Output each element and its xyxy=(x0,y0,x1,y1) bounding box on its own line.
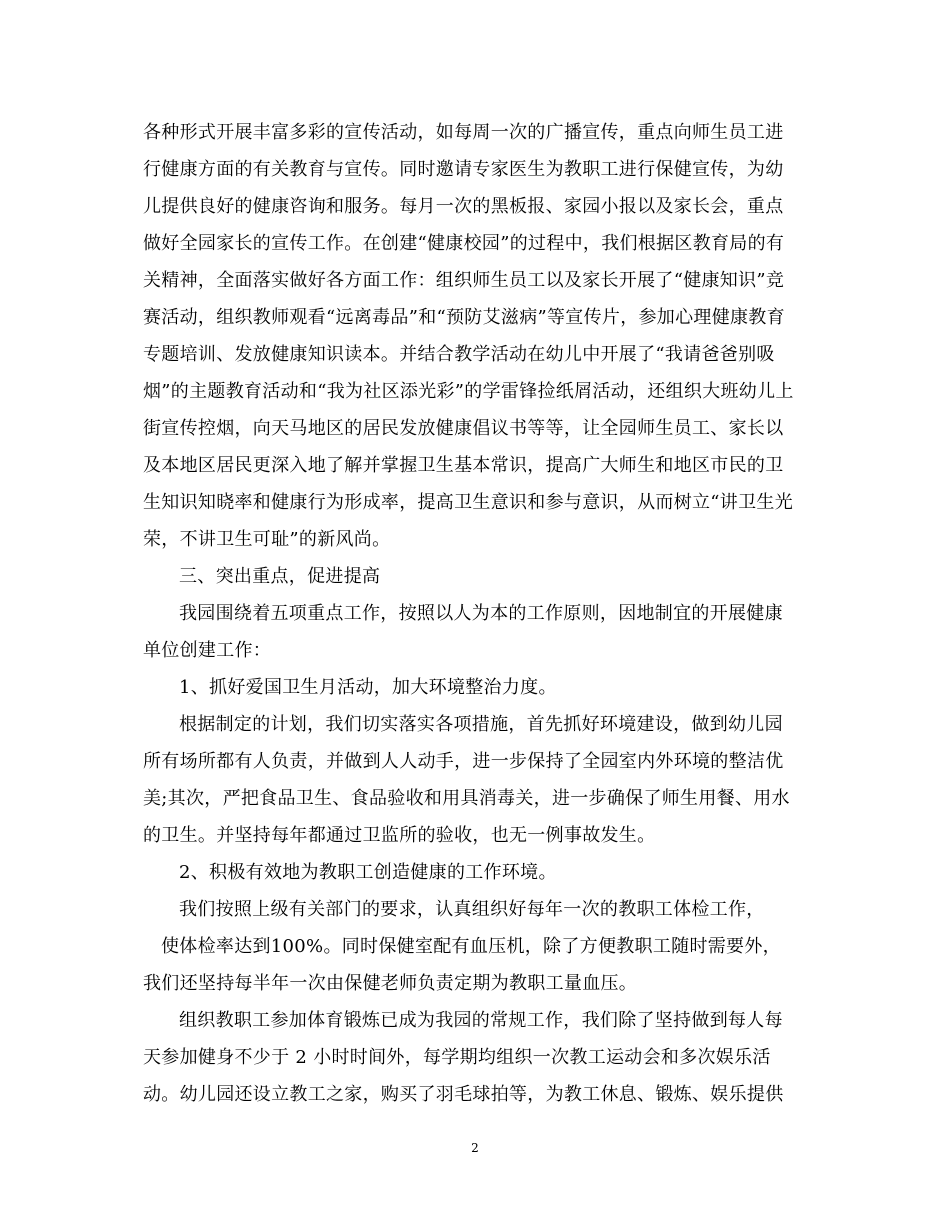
text-line: 美;其次，严把食品卫生、食品验收和用具消毒关，进一步确保了师生用餐、用水 xyxy=(143,788,790,809)
text-line: 所有场所都有人负责，并做到人人动手，进一步保持了全园室内外环境的整洁优 xyxy=(143,751,784,772)
text-line: 街宣传控烟，向天马地区的居民发放健康倡议书等等，让全园师生员工、家长以 xyxy=(143,418,784,439)
text-line: 组织教职工参加体育锻炼已成为我园的常规工作，我们除了坚持做到每人每 xyxy=(179,1010,783,1031)
subsection-heading: 2、积极有效地为教职工创造健康的工作环境。 xyxy=(179,862,557,883)
text-line: 各种形式开展丰富多彩的宣传活动，如每周一次的广播宣传，重点向师生员工进 xyxy=(143,122,784,143)
text-line: 单位创建工作： xyxy=(143,640,272,661)
text-line: 烟”的主题教育活动和“我为社区添光彩”的学雷锋捡纸屑活动，还组织大班幼儿上 xyxy=(143,381,794,402)
text-line: 及本地区居民更深入地了解并掌握卫生基本常识，提高广大师生和地区市民的卫 xyxy=(143,455,784,476)
text-line: 的卫生。并坚持每年都通过卫监所的验收，也无一例事故发生。 xyxy=(143,825,656,846)
text-line: 行健康方面的有关教育与宣传。同时邀请专家医生为教职工进行保健宣传，为幼 xyxy=(143,159,784,180)
text-line: 关精神，全面落实做好各方面工作：组织师生员工以及家长开展了“健康知识”竞 xyxy=(143,270,785,291)
text-line: 我们按照上级有关部门的要求，认真组织好每年一次的教职工体检工作， xyxy=(179,899,765,920)
text-line: 我们还坚持每半年一次由保健老师负责定期为教职工量血压。 xyxy=(143,973,638,994)
page-number: 2 xyxy=(471,1141,479,1155)
text-line: 赛活动，组织教师观看“远离毒品”和“预防艾滋病”等宣传片，参加心理健康教育 xyxy=(143,307,785,328)
section-heading: 三、突出重点，促进提高 xyxy=(179,566,381,587)
text-line: 动。幼儿园还设立教工之家，购买了羽毛球拍等，为教工休息、锻炼、娱乐提供 xyxy=(143,1084,784,1105)
text-line: 天参加健身不少于 2 小时时间外，每学期均组织一次教工运动会和多次娱乐活 xyxy=(143,1047,771,1068)
text-line: 儿提供良好的健康咨询和服务。每月一次的黑板报、家园小报以及家长会，重点 xyxy=(143,196,784,217)
text-line: 生知识知晓率和健康行为形成率，提高卫生意识和参与意识，从而树立“讲卫生光 xyxy=(143,492,793,513)
text-line: 专题培训、发放健康知识读本。并结合教学活动在幼儿中开展了“我请爸爸别吸 xyxy=(143,344,775,365)
text-line: 做好全园家长的宣传工作。在创建“健康校园”的过程中，我们根据区教育局的有 xyxy=(143,233,785,254)
text-line: 我园围绕着五项重点工作，按照以人为本的工作原则，因地制宜的开展健康 xyxy=(179,603,783,624)
text-line: 根据制定的计划，我们切实落实各项措施，首先抓好环境建设，做到幼儿园 xyxy=(179,714,783,735)
text-line: 荣，不讲卫生可耻”的新风尚。 xyxy=(143,529,391,550)
text-line: 使体检率达到100%。同时保健室配有血压机，除了方便教职工随时需要外， xyxy=(161,936,781,957)
subsection-heading: 1、抓好爱国卫生月活动，加大环境整治力度。 xyxy=(179,677,557,698)
